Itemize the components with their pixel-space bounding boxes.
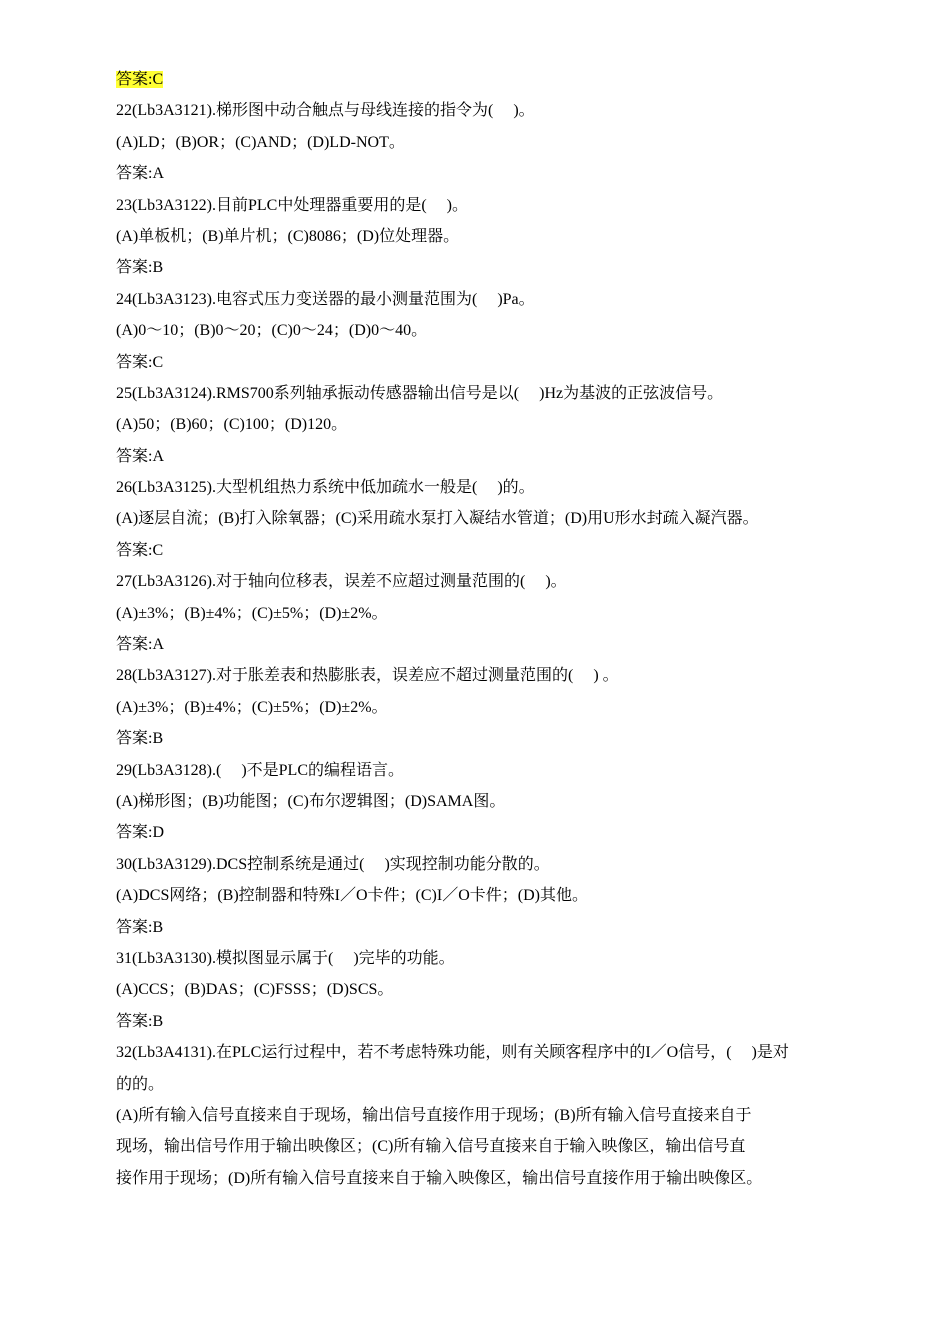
document-page [116, 64, 846, 1194]
question-line-q31: 31(Lb3A3130).模拟图显示属于( )完毕的功能。 [116, 949, 455, 967]
answer-line-q30: 答案:B [116, 918, 164, 936]
answer-line-q25: 答案:A [116, 447, 165, 465]
options-line-q24: (A)0～10；(B)0～20；(C)0～24；(D)0～40。 [116, 322, 428, 340]
answer-line-q28: 答案:B [116, 730, 164, 748]
answer-line-q23: 答案:B [116, 259, 164, 277]
options-line-q25: (A)50；(B)60；(C)100；(D)120。 [116, 416, 348, 434]
question-line-q28: 28(Lb3A3127).对于胀差表和热膨胀表，误差应不超过测量范围的( ) 。 [116, 667, 619, 685]
question-line-q25: 25(Lb3A3124).RMS700系列轴承振动传感器输出信号是以( )Hz为基波的正弦波信号。 [116, 384, 724, 402]
options-line-q27: (A)±3%；(B)±4%；(C)±5%；(D)±2%。 [116, 604, 388, 622]
options-line-q28: (A)±3%；(B)±4%；(C)±5%；(D)±2%。 [116, 698, 388, 716]
options-line-q22: (A)LD；(B)OR；(C)AND；(D)LD-NOT。 [116, 133, 405, 151]
question-line-q26: 26(Lb3A3125).大型机组热力系统中低加疏水一般是( )的。 [116, 479, 535, 497]
question-line-q22: 22(Lb3A3121).梯形图中动合触点与母线连接的指令为( )。 [116, 102, 535, 120]
question-line-q24: 24(Lb3A3123).电容式压力变送器的最小测量范围为( )Pa。 [116, 290, 535, 308]
options-line-q23: (A)单板机；(B)单片机；(C)8086；(D)位处理器。 [116, 227, 460, 245]
options-line-q29: (A)梯形图；(B)功能图；(C)布尔逻辑图；(D)SAMA图。 [116, 792, 506, 810]
question-line-q32-cont: 的的。 [116, 1075, 165, 1093]
options-line-q32-3: 接作用于现场；(D)所有输入信号直接来自于输入映像区，输出信号直接作用于输出映像区。 [116, 1169, 763, 1187]
answer-line-q24: 答案:C [116, 353, 164, 371]
options-line-q30: (A)DCS网络；(B)控制器和特殊I／O卡件；(C)I／O卡件；(D)其他。 [116, 887, 588, 905]
answer-line-q22: 答案:A [116, 165, 165, 183]
answer-line-q31: 答案:B [116, 1012, 164, 1030]
options-line-q31: (A)CCS；(B)DAS；(C)FSSS；(D)SCS。 [116, 981, 394, 999]
answer-line-q27: 答案:A [116, 636, 165, 654]
question-line-q32: 32(Lb3A4131).在PLC运行过程中，若不考虑特殊功能，则有关顾客程序中的I／O信号，( )是对 [116, 1044, 789, 1062]
answer-line-q26: 答案:C [116, 541, 164, 559]
question-line-q29: 29(Lb3A3128).( )不是PLC的编程语言。 [116, 761, 404, 779]
question-line-q23: 23(Lb3A3122).目前PLC中处理器重要用的是( )。 [116, 196, 468, 214]
options-line-q32-2: 现场，输出信号作用于输出映像区；(C)所有输入信号直接来自于输入映像区，输出信号直 [116, 1138, 746, 1156]
options-line-q32-1: (A)所有输入信号直接来自于现场，输出信号直接作用于现场；(B)所有输入信号直接来自于 [116, 1106, 752, 1124]
answer-line-q21 [116, 64, 846, 95]
options-line-q26: (A)逐层自流；(B)打入除氧器；(C)采用疏水泵打入凝结水管道；(D)用U形水封疏入凝汽器。 [116, 510, 759, 528]
question-line-q30: 30(Lb3A3129).DCS控制系统是通过( )实现控制功能分散的。 [116, 855, 550, 873]
answer-highlight: 答案:C [116, 71, 164, 88]
answer-line-q29: 答案:D [116, 824, 165, 842]
question-line-q27: 27(Lb3A3126).对于轴向位移表，误差不应超过测量范围的( )。 [116, 573, 567, 591]
